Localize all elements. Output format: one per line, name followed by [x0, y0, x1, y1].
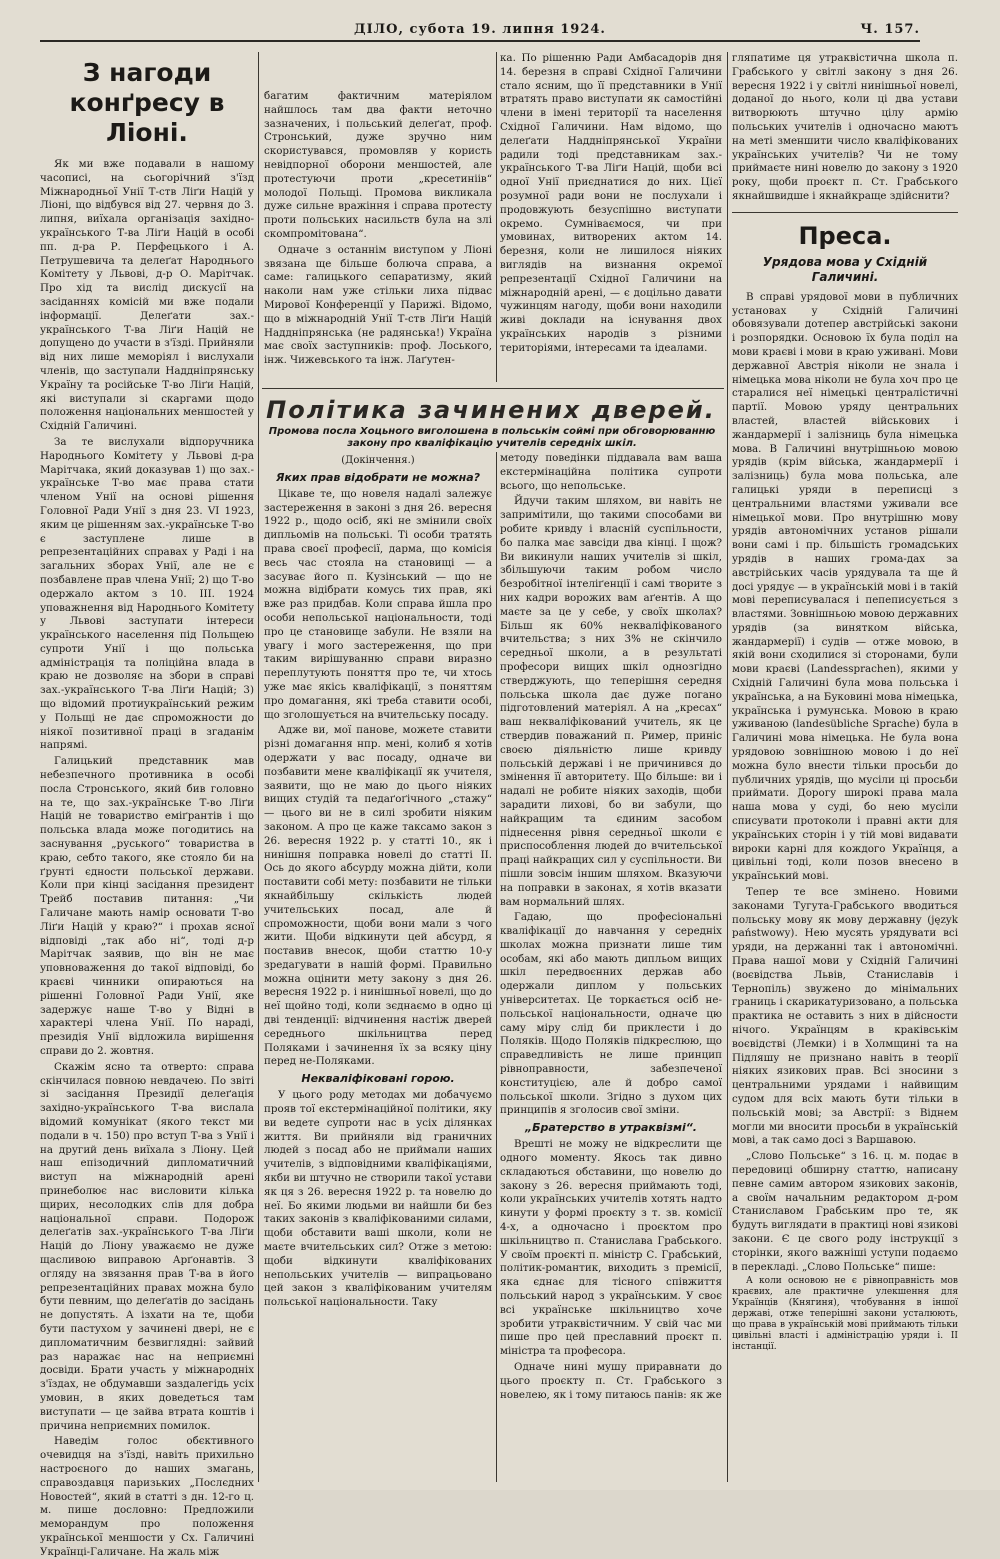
section-rule — [732, 212, 958, 213]
article1-col1 — [40, 52, 254, 1558]
article2-heading: Яких прав відобрати не можна? — [275, 470, 481, 484]
article1-col2 — [264, 90, 492, 380]
press-title: Преса. — [798, 221, 892, 250]
article2-para: Гадаю, що професіональні кваліфікації до навчання у середніх школах можна признати лише тим особам, які або мають дипльом вищих шкіл передвоєнних держав або одержали диплом у польських університетах. Це торкається осіб не-польської національности, одначе цю саму міру слід би приклести і до Поляків. Щодо Поляків підкреслюю, що справедливість не лише принцип рівноправности, забезпеченої конституцією, але й добро самої польської школи. Згідно з духом цих принципів я зголосив свої зміни. — [500, 911, 722, 1117]
article1-para: Галицький представник мав небезпечного противника в особі посла Стронського, який бив головно на те, що зах.-українське Т-во Ліґи Націй не товариство еміґрантів і що польська влада може погодитись на заснування „руського“ товариства в краю, себто такого, яке стояло би на ґрунті єдности польської держави. Коли при кінці засідання президент Трейб поставив питання: „Чи Галичане мають намір основати Т-во Ліґи Націй у краю?“ і прохав ясної відповіді „так або ні“, тоді д-р Марітчак заявив, що він не має уповноваження до такої відповіді, бо краєві чинники опираються на рішенні Головної Ради Унії, яке задержує наше Т-во у Відні в характері члена Унії. По нараді, президія Унії відложила вирішення справи до 2. жовтня. — [40, 755, 254, 1057]
press-subtitle: Урядова мова у Східній Галичині. — [762, 254, 928, 284]
article2-banner: Політика зачинених дверей. — [266, 396, 716, 424]
column-rule — [496, 452, 497, 1482]
continuation-note: (Докінчення.) — [341, 455, 415, 466]
article2-heading: Некваліфіковані горою. — [301, 1072, 455, 1086]
section-rule — [262, 388, 724, 389]
article2-para: Врешті не можу не відкреслити ще одного моменту. Якось так дивно складаються обставини, що новелю до закону з 26. вересня приймають тоді, коли українських учителів хотять надто кинути у формі проєкту з т. зв. комісії 4-х, а одночасно і проєктом про шкільництво п. Станислава Грабського. У своїм проєкті п. міністр С. Грабський, політик-романтик, виходить з премісії, яка єднає для тісного співжиття польський народ з українським. У своє всі українське шкільництво хоче зробити утраквістичним. У свій час ми пише про цей преславний проєкт п. міністра та професора. — [500, 1138, 722, 1358]
press-para: Тепер те все змінено. Новими законами Тугута-Грабського вводиться польську мову як мову державну (język państwowy). Нею мусять урядувати всі уряди, на держанні так і автономічні. Права нашої мови у Східній Галичині (воєвідства Львів, Станиславів і Тернопіль) звужено до мінімальних границь і скарикатуризовано, а польська практика не оставить з них в дійсности нічого. Українцям в краківськім воєвідстві (Лемки) і в Холмщині та на Підляшу не признано навіть в теорії ніяких язикових прав. Всі зносини з центральними урядами і найвищим судом для всіх мають бути тільки в польській мові; за Австрії: з Віднем могли ми вносити просьби в українській мові, а так само досі з Варшавою. — [732, 886, 958, 1147]
article2-para: Цікаве те, що новеля надалі залежує застереження в законі з дня 26. вересня 1922 р., щодо осіб, які не змінили своїх дипльомів на польські. Ті особи тратять права своєї професії, дарма, що комісія весь час стояла на становищі — а засуває його п. Кузінський — що не можна відібрати комусь тих прав, які вже раз придбав. Коли справа йшла про особи непольської національности, тоді про це становище забули. Не взяли на увагу і мого застереження, що при таким вирішуванню справи виразно переплутують поняття про те, чи хтось уже має якісь кваліфікації, з поняттям про домагання, які треба ставити особі, що зголошується на вчительську посаду. — [264, 487, 492, 721]
article2-subbanner: Промова посла Хоцьного виголошена в польськім соймі при обговорюванню закону про кваліфікацію учителів середніх шкіл. — [268, 426, 716, 449]
article1-para: За те вислухали відпоручника Народнього Комітету у Львові д-ра Марітчака, який доказував 1) що зах.-українське Т-во має права стати членом Унії на основі рішення Головної Ради Унії з дня 23. VI 1923, яким це рішенням зах.-українське Т-во є заступлене лише в репрезентаційних справах у Раді і на загальних зборах Унії, але не є позбавлене прав члена Унії; 2) що Т-во одержало актом з 10. III. 1924 уповажнення від Народнього Комітету у Львові заступати інтереси українського населення під Польщею супроти Унії і що польська адміністрація та поліційна влада в краю не дозволяє на збори в справі зах.-українського Т-ва Ліґи Націй; 3) що відомий протиукраїнський режим у Польщі не дає спроможности до ніякої позитивної праці в згаданім напрямі. — [40, 435, 254, 752]
article1-para: Одначе з останнім виступом у Ліоні звязана ще більше болюча справа, а саме: галицького сепаратизму, який наколи нам уже стільки лиха підвас Мирової Конференції у Парижі. Відомо, що в міжнародній Унії Т-ств Ліґи Націй Наддніпрянська (не радянська!) Україна має своїх заступників: проф. Лоського, інж. Чижевського та інж. Лаґутен- — [264, 243, 492, 367]
right-column — [732, 52, 958, 1482]
article1-para: багатим фактичним матеріялом найшлось там два факти неточно зазначених, і польський делеґат, проф. Стронський, дуже зручно ним скористувався, промовляв у користь невідпорної оборони меншостей, але протестуючи проти „кресетиніів“ молодої Польщі. Промова викликала дуже сильне вражіння і справа протесту проти польських насильств була на злі скомпромітована“. — [264, 90, 492, 240]
masthead — [40, 18, 920, 42]
article2-para: Адже ви, мої панове, можете ставити різні домагання нпр. мені, колиб я хотів одержати у вас посаду, одначе ви позбавити мене кваліфікації як учителя, заявити, що не маю до цього ніяких вищих студій та педаґоґічного „стажу“ — цього ви не в силі зробити ніяким законом. А про це каже таксамо закон з 26. вересня 1922 р. у статті 10., як і нинішня поправка новелі до статті ІІ. Ось до якого абсурду можна дійти, коли поставити собі мету: позбавити не тільки якнайбільшу скількість людей учительських посад, але й спроможности, щоби вони мали з чого жити. Щоби відкинути цей абсурд, я поставив внесок, щоби статтю 10-у зредагувати в нашій формі. Правильно можна оцінити мету закону з дня 26. вересня 1922 р. і нинішньої новелі, що до неї щойно тоді, коли зєднаємо в одно ці дві тенденції: відчинення настіж дверей середнього шкільництва перед Поляками і зачинення їх за всяку ціну перед не-Поляками. — [264, 724, 492, 1068]
article1-para: ка. По рішенню Ради Амбасадорів дня 14. березня в справі Східної Галичини стало ясним, що її представники в Унії втратять право виступати як самостійні члени в імені території та населення Східної Галичини. Нам відомо, що делеґати Наддніпрянської України радили тоді представникам зах.-українського Т-ва Ліґи Націй, щоби всі одної Унії приєднатися до них. Цієї розумної ради вони не послухали і продовжують безуспішно виступати окремо. Сумніваємося, чи при умовинах, витворених актом 14. березня, коли не лишилося ніяких виглядів на визнання окремої репрезентації Східної Галичини на міжнародній арені, — є доцільно давати чужинцям нагоду, щоби вони находили живі доклади на існування двох українських народів з різними територіями, інтересами та ідеалами. — [500, 52, 722, 354]
column-rule — [496, 52, 497, 382]
column-rule — [258, 52, 259, 1482]
article2-heading: „Братерство в утраквізмі“. — [525, 1121, 697, 1135]
masthead-date: ДІЛО, субота 19. липня 1924. — [354, 22, 606, 37]
article2-col1 — [264, 452, 492, 1482]
article2-para: Йдучи таким шляхом, ви навіть не запримітили, що такими способами ви робите кривду і власній суспільности, бо палка має завсіди два кінці. І щож? Ви викинули наших учителів зі шкіл, збільшуючи таким робом число безробітної інтеліґенції і самі творите з них кадри ворожих вам аґентів. А що маєте за це у себе, у своїх школах? Більш як 60% некваліфікованого вчительства; з них 3% не скінчило середньої школи, а в результаті професори вищих шкіл однозгідно стверджують, що теперішня середня польська школа дає дуже погано підготовлений матеріял. А на „кресах“ ваш некваліфікований учитель, як це ствердив поважаний п. Ример, приніс своєю діяльністю лише кривду польській державі і не причинився до змінення її авторитету. Що більше: ви і надалі не робите ніяких заходів, щоби зарадити лихові, бо ви забули, що найкращим та єдиним засобом піднесення рівня середньої школи є приспособлення людей до вчительської праці найкращих сил у суспільности. Ви пішли зовсім іншим шляхом. Вказуючи на поправки в законах, я хотів вказати вам нормальний шлях. — [500, 495, 722, 908]
press-para: „Слово Польське“ з 16. ц. м. подає в передовиці обширну статтю, написану певне самим автором язикових законів, а своїм начальним редактором д-ром Станиславом Грабським про те, як будуть виглядати в практиці нові язикові закони. Є це свого роду інструкції з сторінки, якого важніші уступи подаємо в перекладі. „Слово Польське“ пише: — [732, 1150, 958, 1273]
article1-para: Скажім ясно та отверто: справа скінчилася повною невдачею. По звіті зі засідання Президії делеґація західно-українського Т-ва вислала відомий комунікат (якого текст ми подали в ч. 150) про вступ Т-ва з Унії і на другий день виїхала з Ліону. Цей наш епізодичний дипломатичний виступ на міжнародній арені принеболює нас висловити кілька щирих, несолодких слів для добра національної справи. Подорож делеґатів зах.-українського Т-ва Ліґи Націй до Ліону уважаємо не дуже щасливою виправою Арґонавтів. З огляду на звязання прав Т-ва в його репрезентаційних правах можна було бути певним, що делеґатів до засідань не допустять. А ізхати на те, щоби бути пастухом у зачинені двері, не є дипломатичним безвиглядні: зайвий раз наражає нас на неприємні досвіди. Брати участь у міжнародніх з'їздах, не обдумавши заздалегідь усіх умовин, в яких доведеться там виступати — це зайва втрата коштів і причина неприємних помилок. — [40, 1060, 254, 1432]
press-para: В справі урядової мови в публичних установах у Східній Галичині обовязували дотепер австрійські закони і розпорядки. Основою їх була поділ на мови краєві і мови в краю уживані. Мови державної Австрія ніколи не знала і німецька мова ніколи не була хоч про це старалися неї німецькі централістичні партії. Мовою уряду центральних властей, властей військових і жандармерії і залізниць була німецька мова. В Галичині внутрішньою мовою урядів (крім війська, жандармерії і залізниць) була мова польська, але галицькі уряди в переписці з центральними властями уживали все німецької мови. Про внутрішню мову урядів автономічних установ рішали вони самі і пр. більшість громадських урядів в наших грома-дах за австрійських часів урядувала та ще й досі урядує — в українській мові і в такій мові переписувалася і пепеписується з властями. Зовнішньою мовою державних урядів (за винятком війська, жандармерії) і судів — отже мовою, в якій вони сходилися зі сторонами, були мови краєві (Landessprachen), якими у Східній Галичині була мова польська і українська, а на Буковині мова німецька, українська і румунська. Мовою в краю уживаною (landesübliche Sprache) була в Галичині мова німецька. Не була вона урядовою зовнішною мовою і до неї можна було внести тільки просьби до публичних урядів, що мусіли ці просьби приймати. Дорогу широкі права мала наша мова у суді, бо нею мусіли списувати протоколи і правні акти для українських сторін і у тій мові видавати вироки карні для кождого Українця, а цивільні тоді, коли позов внесено в український мові. — [732, 290, 958, 883]
press-footnote: А коли основою не є рівноправність мов краєвих, але практичне улекшення для Українців (Княгиня), чтобування в іншої державі, отже теперішні закони усталюють, що права в українській мові приймають тільки цивільні власті і адміністрацію уряди і. ІІ інстанції. — [732, 1276, 958, 1353]
article1-col3 — [500, 52, 722, 380]
article1-para: гляпатиме ця утраквістична школа п. Грабського у світлі закону з дня 26. вересня 1922 і у світлі нинішньої новелі, доданої до нього, коли ці два устави витворюють штучно цілу армію польських учителів і одночасно маютъ на меті зменшити число кваліфікованих українських учителів? Чи не тому приймаєте нині новелю до закону з 1920 року, щоби проєкт п. Ст. Грабського якнайшвидше і якнайкраще здійснити? — [732, 52, 958, 202]
article2-para: У цього роду методах ми добачуємо прояв тої екстермінаційної політики, яку ви ведете супроти нас в усіх ділянках життя. Ви прийняли від граничних людей з посад або не приймали наших учителів, з відповідними кваліфікаціями, якби ви штучно не створили такої устави як ця з 26. вересня 1922 р. та новелю до неї. Бо якими людьми ви найшли би без таких законів з кваліфікованими силами, щоби обставити ваші школи, коли не маєте вчительських сил? Отже з метою: щоби відкинути кваліфікованих непольських учителів — випрацьовано цей закон з кваліфікованим учителям польської національности. Таку — [264, 1089, 492, 1309]
page-number: Ч. 157. — [860, 22, 920, 37]
article1-title: З нагоди конґресу в Ліоні. — [69, 58, 225, 147]
article2-para: методу поведінки піддавала вам ваша екстермінаційна політика супроти всього, що непольське. — [500, 452, 722, 492]
article2-para: Одначе нині мушу приравнати до цього проєкту п. Ст. Грабського з новелею, як і тому питаюсь панів: як же — [500, 1361, 722, 1401]
article1-para: Наведім голос обєктивного очевидця на з'їзді, навіть прихильно настроєного до наших змагань, справоздавця паризьких „Послєдних Новостей“, який в статті з дн. 12-го ц. м. пише дословно: Предложили меморандум про положення української меншости у Сх. Галичині Українці-Галичане. На жаль між — [40, 1435, 254, 1558]
article2-col2 — [500, 452, 722, 1482]
article1-para: Як ми вже подавали в нашому часописі, на сьогорічний з'їзд Міжнародньої Унії Т-ств Ліґи Націй у Ліоні, що відбувся від 27. червня до 3. липня, виїхала організація західно-українського Т-ва Ліґи Націй в особі пп. д-ра Р. Перфецького і А. Петрушевича та делеґат Народнього Комітету у Львові, д-р О. Марітчак. Про хід та вислід дискусії на засіданнях комісій ми вже подали інформації. Делеґати зах.-українського Т-ва Ліґи Націй не допущено до участи в з'їзді. Прийняли від них лише меморіял і вислухали членів, що заступали Наддніпрянську Україну та російське Т-во Ліґи Націй, які виступали зі скаргами щодо положення національних меншостей у Східній Галичині. — [40, 158, 254, 433]
column-rule — [727, 52, 728, 1482]
